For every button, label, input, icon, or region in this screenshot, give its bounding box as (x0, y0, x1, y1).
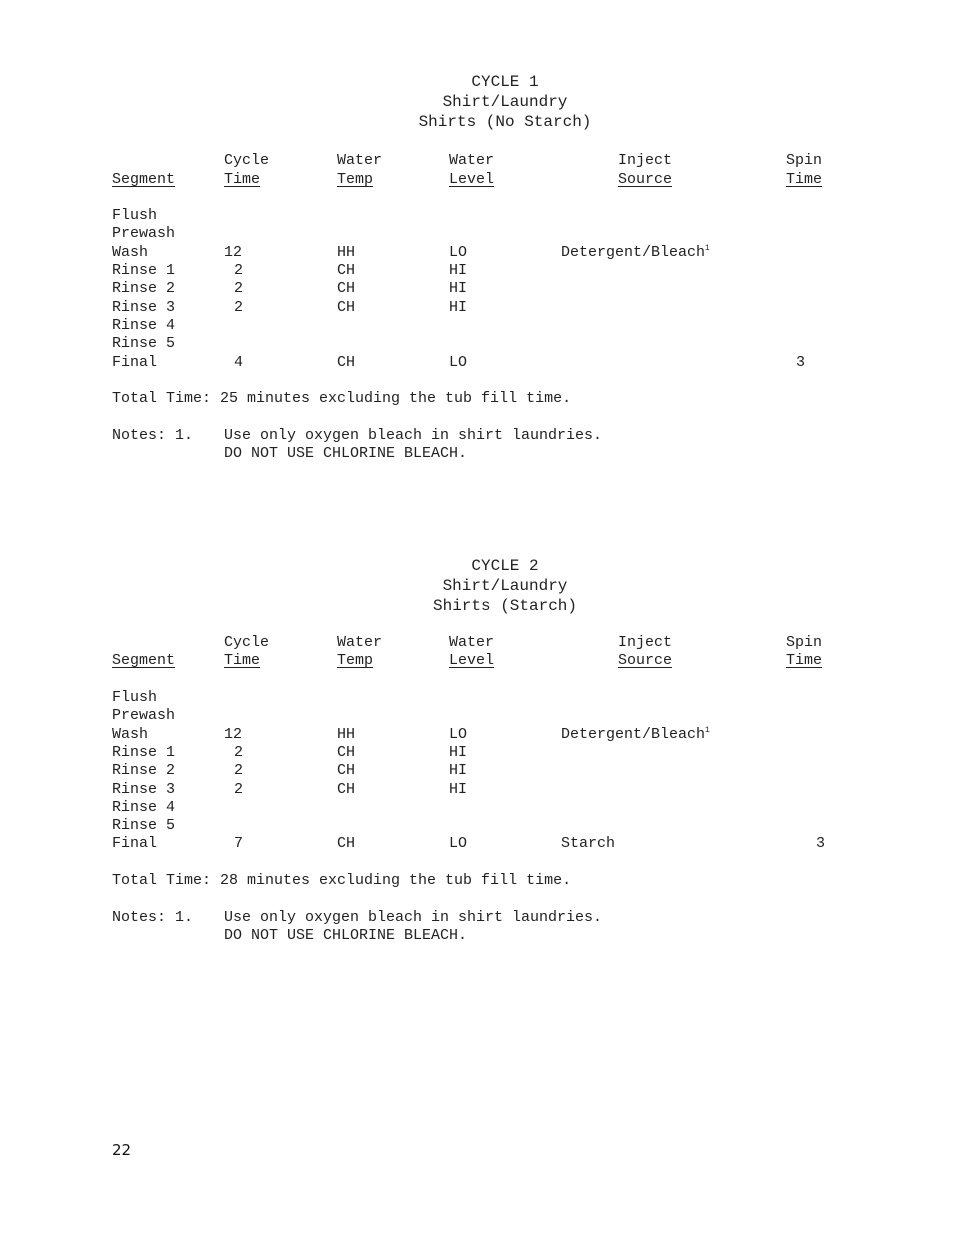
water-level-cell: HI (449, 299, 468, 316)
header-water-level: Level (449, 652, 495, 669)
water-level-cell: LO (449, 835, 468, 852)
spin-time-cell: 3 (796, 354, 806, 371)
inject-source-text: Detergent/Bleach (561, 244, 706, 261)
water-temp-cell: CH (337, 835, 356, 852)
segment-cell: Prewash (112, 225, 176, 242)
note-text: Use only oxygen bleach in shirt laundries. (224, 909, 603, 926)
segment-cell: Flush (112, 207, 158, 224)
cycle-subtitle: Shirt/Laundry (442, 93, 568, 111)
header-level-top: Water (449, 152, 495, 169)
cycle-time-cell: 2 (234, 280, 244, 297)
water-temp-cell: CH (337, 299, 356, 316)
segment-cell: Rinse 4 (112, 799, 176, 816)
water-level-cell: LO (449, 244, 468, 261)
header-temp-top: Water (337, 634, 383, 651)
header-inject-top: Inject (618, 634, 673, 651)
header-segment: Segment (112, 652, 176, 669)
footnote-marker: 1 (705, 244, 710, 253)
segment-cell: Rinse 1 (112, 262, 176, 279)
notes-label: Notes: 1. (112, 427, 194, 444)
header-cycle-time: Time (224, 171, 261, 188)
note-text: Use only oxygen bleach in shirt laundries. (224, 427, 603, 444)
cycle-title: CYCLE 1 (471, 73, 539, 91)
spin-time-cell: 3 (816, 835, 826, 852)
cycle-time-cell: 2 (234, 262, 244, 279)
header-temp-top: Water (337, 152, 383, 169)
segment-cell: Rinse 1 (112, 744, 176, 761)
water-level-cell: LO (449, 726, 468, 743)
segment-cell: Rinse 2 (112, 762, 176, 779)
water-level-cell: HI (449, 762, 468, 779)
water-temp-cell: HH (337, 244, 356, 261)
inject-source-cell (561, 726, 710, 744)
cycle-title: CYCLE 2 (471, 557, 539, 575)
header-water-level: Level (449, 171, 495, 188)
cycle-time-cell: 2 (234, 299, 244, 316)
cycle-2-section (0, 556, 954, 976)
cycle-time-cell: 2 (234, 762, 244, 779)
cycle-time-cell: 2 (234, 781, 244, 798)
inject-source-text: Detergent/Bleach (561, 726, 706, 743)
total-time-text: Total Time: 28 minutes excluding the tub fill time. (112, 872, 572, 889)
water-temp-cell: CH (337, 744, 356, 761)
header-segment: Segment (112, 171, 176, 188)
water-level-cell: LO (449, 354, 468, 371)
water-temp-cell: CH (337, 354, 356, 371)
segment-cell: Wash (112, 244, 149, 261)
cycle-time-cell: 4 (234, 354, 244, 371)
cycle-description: Shirts (No Starch) (418, 113, 592, 131)
header-water-temp: Temp (337, 171, 374, 188)
segment-cell: Wash (112, 726, 149, 743)
page-number: 22 (112, 1141, 132, 1159)
segment-cell: Rinse 2 (112, 280, 176, 297)
segment-cell: Prewash (112, 707, 176, 724)
note-warning: DO NOT USE CHLORINE BLEACH. (224, 445, 468, 462)
segment-cell: Rinse 5 (112, 817, 176, 834)
segment-cell: Rinse 3 (112, 299, 176, 316)
cycle-subtitle: Shirt/Laundry (442, 577, 568, 595)
cycle-time-cell: 12 (224, 244, 243, 261)
water-level-cell: HI (449, 280, 468, 297)
header-inject-source: Source (618, 171, 673, 188)
header-inject-source: Source (618, 652, 673, 669)
header-inject-top: Inject (618, 152, 673, 169)
note-warning: DO NOT USE CHLORINE BLEACH. (224, 927, 468, 944)
header-cycle-time: Time (224, 652, 261, 669)
water-level-cell: HI (449, 781, 468, 798)
header-water-temp: Temp (337, 652, 374, 669)
header-cycle-top: Cycle (224, 634, 270, 651)
water-temp-cell: CH (337, 781, 356, 798)
header-spin-time: Time (786, 652, 823, 669)
cycle-1-section (0, 72, 954, 492)
cycle-time-cell: 7 (234, 835, 244, 852)
header-spin-top: Spin (786, 634, 823, 651)
water-temp-cell: CH (337, 280, 356, 297)
cycle-time-cell: 12 (224, 726, 243, 743)
inject-source-cell (561, 244, 710, 262)
segment-cell: Final (112, 835, 158, 852)
cycle-time-cell: 2 (234, 744, 244, 761)
segment-cell: Flush (112, 689, 158, 706)
header-cycle-top: Cycle (224, 152, 270, 169)
header-spin-time: Time (786, 171, 823, 188)
footnote-marker: 1 (705, 726, 710, 735)
water-level-cell: HI (449, 744, 468, 761)
header-spin-top: Spin (786, 152, 823, 169)
water-level-cell: HI (449, 262, 468, 279)
segment-cell: Final (112, 354, 158, 371)
water-temp-cell: CH (337, 762, 356, 779)
segment-cell: Rinse 3 (112, 781, 176, 798)
cycle-description: Shirts (Starch) (432, 597, 578, 615)
header-level-top: Water (449, 634, 495, 651)
segment-cell: Rinse 4 (112, 317, 176, 334)
water-temp-cell: CH (337, 262, 356, 279)
inject-source-cell: Starch (561, 835, 616, 852)
water-temp-cell: HH (337, 726, 356, 743)
total-time-text: Total Time: 25 minutes excluding the tub fill time. (112, 390, 572, 407)
segment-cell: Rinse 5 (112, 335, 176, 352)
notes-label: Notes: 1. (112, 909, 194, 926)
